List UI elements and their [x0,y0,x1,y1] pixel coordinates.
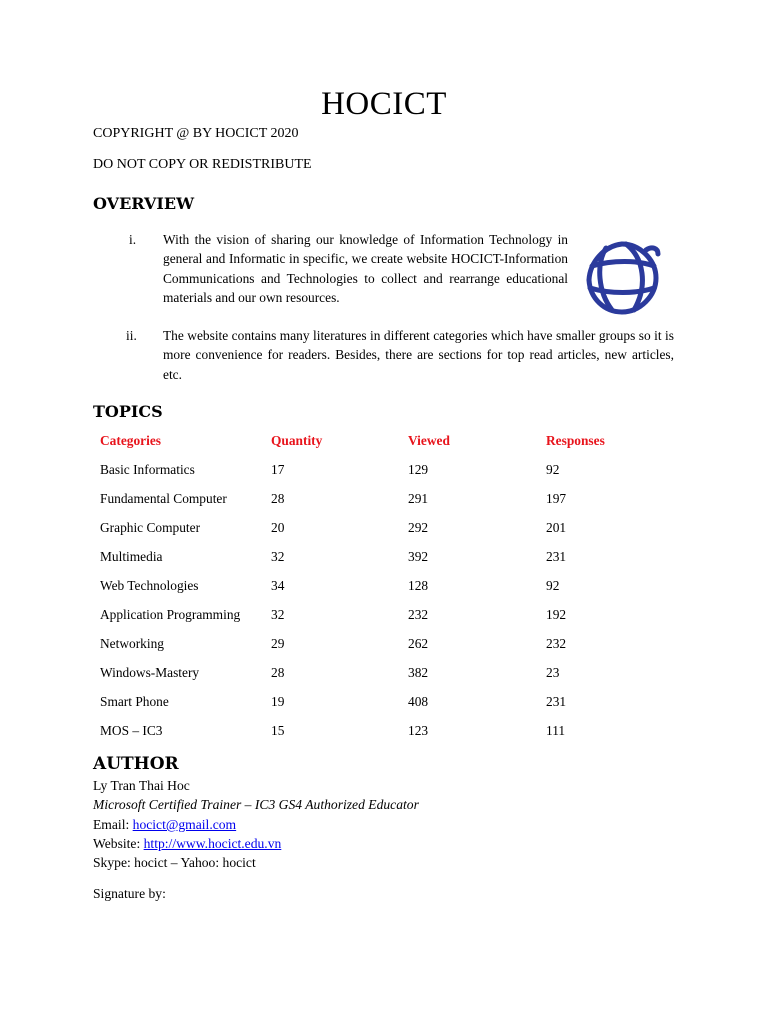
table-row [95,542,666,571]
topics-heading: TOPICS [93,402,163,421]
table-cell: 197 [546,490,567,506]
column-header: Quantity [271,432,323,448]
table-cell: MOS – IC3 [100,722,163,738]
table-cell: Multimedia [100,548,163,564]
globe-icon [582,238,662,318]
author-name: Ly Tran Thai Hoc [93,778,190,793]
table-cell: 262 [408,635,429,651]
table-cell: 232 [408,606,429,622]
table-cell: 392 [408,548,429,564]
table-cell: 129 [408,461,429,477]
table-row [95,455,666,484]
website-label: Website: [93,836,144,851]
table-row [95,658,666,687]
document-title: HOCICT [321,86,447,122]
table-cell: 292 [408,519,429,535]
list-marker: ii. [126,328,137,343]
overview-item: With the vision of sharing our knowledge of Information Technology in general and Informatic in specific, we create website HOCICT-Information Communications and Technologies to collect and rearrange educational materials and our own resources. [163,232,568,305]
list-marker: i. [129,232,137,247]
signature-line: Signature by: [93,886,166,901]
table-cell: 32 [271,548,285,564]
table-cell: 408 [408,693,429,709]
table-cell: 23 [546,664,560,680]
table-cell: 92 [546,461,560,477]
table-cell: 382 [408,664,429,680]
table-cell: Web Technologies [100,577,199,593]
table-header-row [95,426,666,455]
table-row [95,571,666,600]
website-link[interactable]: http://www.hocict.edu.vn [143,836,282,851]
table-cell: Basic Informatics [100,461,195,477]
table-cell: Fundamental Computer [100,490,227,506]
skype-line: Skype: hocict – Yahoo: hocict [93,855,256,870]
table-cell: 29 [271,635,285,651]
table-cell: Smart Phone [100,693,169,709]
table-cell: 123 [408,722,429,738]
column-header: Categories [100,432,161,448]
author-role: Microsoft Certified Trainer – IC3 GS4 Authorized Educator [93,797,419,812]
website-line [93,836,281,852]
overview-item: The website contains many literatures in different categories which have smaller groups so it is more convenience for readers. Besides, there are sections for top read articles, new articles, etc. [163,328,674,382]
table-row [95,600,666,629]
column-header: Responses [546,432,605,448]
table-cell: 15 [271,722,285,738]
table-cell: 28 [271,664,285,680]
table-row [95,716,666,745]
table-cell: 232 [546,635,567,651]
email-link[interactable]: hocict@gmail.com [132,817,237,832]
table-cell: 291 [408,490,429,506]
table-row [95,629,666,658]
table-cell: Networking [100,635,164,651]
topics-table [95,426,666,745]
table-cell: 231 [546,693,567,709]
table-cell: 20 [271,519,285,535]
table-cell: 92 [546,577,560,593]
overview-heading: OVERVIEW [93,194,195,213]
table-row [95,513,666,542]
table-cell: 111 [546,722,566,738]
email-line [93,817,236,833]
email-label: Email: [93,817,133,832]
table-cell: 192 [546,606,567,622]
table-row [95,687,666,716]
table-cell: Application Programming [100,606,241,622]
copyright-line: COPYRIGHT @ BY HOCICT 2020 [93,126,299,141]
table-cell: Graphic Computer [100,519,201,535]
column-header: Viewed [408,432,450,448]
table-cell: 34 [271,577,285,593]
table-cell: Windows-Mastery [100,664,200,680]
table-cell: 32 [271,606,285,622]
table-cell: 201 [546,519,567,535]
table-row [95,484,666,513]
table-cell: 19 [271,693,285,709]
table-cell: 128 [408,577,429,593]
table-cell: 231 [546,548,567,564]
table-cell: 28 [271,490,285,506]
author-heading: AUTHOR [93,754,179,774]
notice-line: DO NOT COPY OR REDISTRIBUTE [93,157,312,172]
table-cell: 17 [271,461,285,477]
